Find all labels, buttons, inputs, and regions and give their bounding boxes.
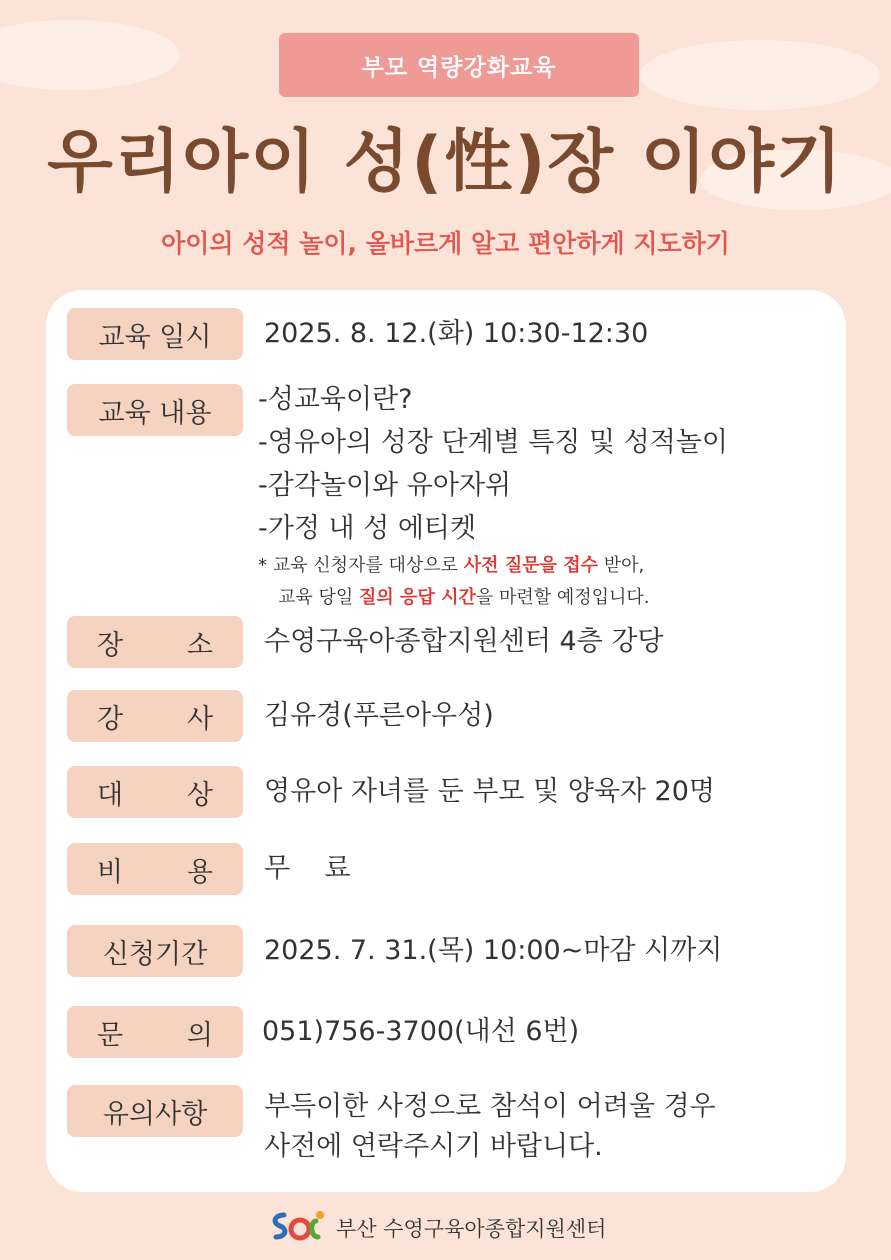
label-contact-a: 문 <box>97 1019 124 1051</box>
note1-text-b: 받아, <box>598 555 645 576</box>
note2-text-b: 을 마련할 예정입니다. <box>475 587 650 608</box>
label-contact-b: 의 <box>186 1019 213 1051</box>
label-content: 교육 내용 <box>67 384 243 436</box>
content-note-line1 <box>258 551 644 581</box>
value-period: 2025. 7. 31.(목) 10:00~마감 시까지 <box>264 935 723 966</box>
page-subtitle: 아이의 성적 놀이, 올바르게 알고 편안하게 지도하기 <box>161 229 730 258</box>
page-title: 우리아이 성(性)장 이야기 <box>47 123 844 202</box>
value-target: 영유아 자녀를 둔 부모 및 양육자 20명 <box>264 776 715 807</box>
notice-line-2: 사전에 연락주시기 바랍니다. <box>264 1131 603 1162</box>
label-target <box>67 766 243 818</box>
label-period: 신청기간 <box>67 925 243 977</box>
notice-line-1: 부득이한 사정으로 참석이 어려울 경우 <box>264 1091 716 1122</box>
center-logo-icon <box>268 1207 328 1249</box>
label-lecturer-a: 강 <box>97 703 124 735</box>
footer <box>268 1208 606 1248</box>
background-cloud-left <box>0 20 180 90</box>
label-notice: 유의사항 <box>67 1085 243 1137</box>
label-date: 교육 일시 <box>67 308 243 360</box>
label-lecturer-b: 사 <box>186 703 213 735</box>
content-item-3: -감각놀이와 유아자위 <box>258 470 512 501</box>
content-note-line2 <box>278 583 650 613</box>
content-item-2: -영유아의 성장 단계별 특징 및 성적놀이 <box>258 427 728 458</box>
label-cost <box>67 843 243 895</box>
label-place-a: 장 <box>97 629 124 661</box>
note2-highlight: 질의 응답 시간 <box>359 587 476 608</box>
label-place-b: 소 <box>186 629 213 661</box>
program-badge: 부모 역량강화교육 <box>279 33 639 97</box>
value-contact: 051)756-3700(내선 6번) <box>262 1016 580 1047</box>
value-cost: 무 료 <box>264 853 351 884</box>
label-lecturer <box>67 690 243 742</box>
label-cost-b: 용 <box>186 856 213 888</box>
background-cloud-right <box>640 40 880 110</box>
note2-text-a: 교육 당일 <box>278 587 359 608</box>
content-item-4: -가정 내 성 에티켓 <box>258 513 477 544</box>
note1-highlight: 사전 질문을 접수 <box>463 555 599 576</box>
content-item-1: -성교육이란? <box>258 384 413 415</box>
label-target-b: 상 <box>186 779 213 811</box>
label-contact <box>67 1006 243 1058</box>
label-place <box>67 616 243 668</box>
label-cost-a: 비 <box>97 856 124 888</box>
value-date: 2025. 8. 12.(화) 10:30-12:30 <box>264 318 649 349</box>
note1-text-a: * 교육 신청자를 대상으로 <box>258 555 464 576</box>
footer-org-name: 부산 수영구육아종합지원센터 <box>336 1217 607 1241</box>
value-lecturer: 김유경(푸른아우성) <box>264 700 494 731</box>
value-place: 수영구육아종합지원센터 4층 강당 <box>264 626 664 657</box>
label-target-a: 대 <box>97 779 124 811</box>
